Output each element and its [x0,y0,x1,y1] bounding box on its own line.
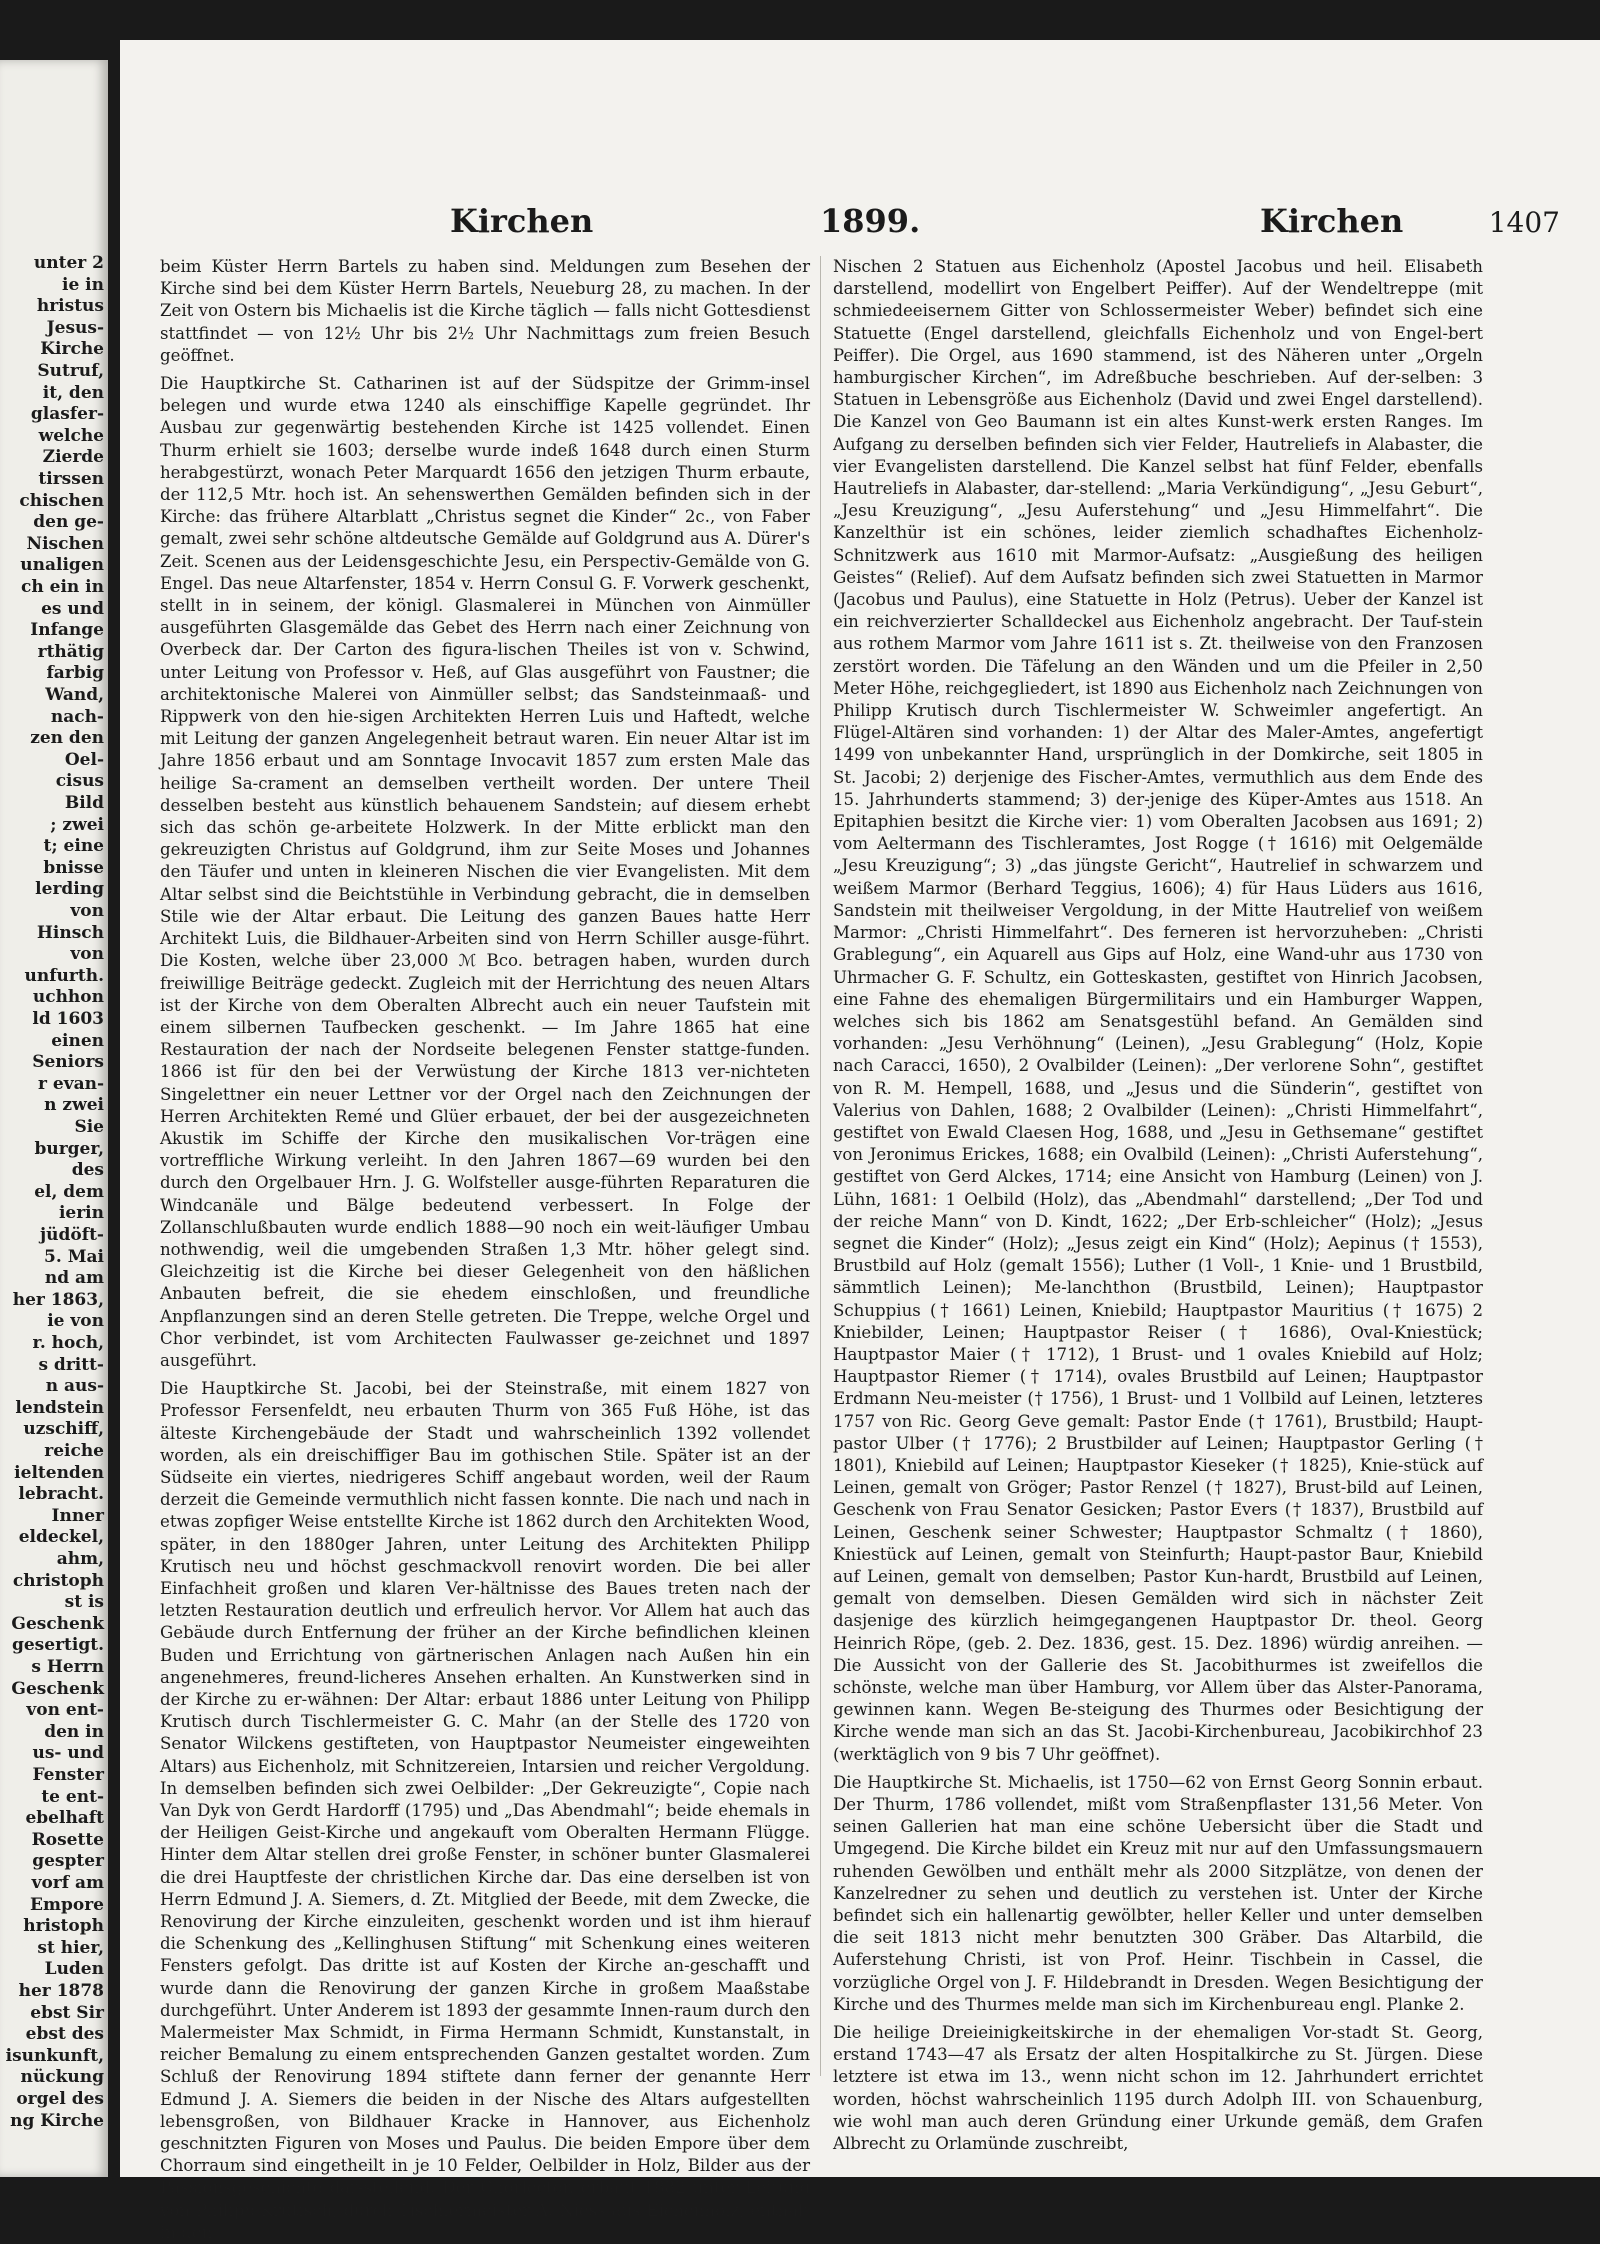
paragraph-st-catharinen: Die Hauptkirche St. Catharinen ist auf der Südspitze der Grimm-insel belegen und wurde etwa 1240 als einschiffige Kapelle gegründet. Ihr Ausbau zur gegenwärtig bestehenden Kirche ist 1425 vollendet. Einen Thurm erhielt sie 1603; derselbe wurde indeß 1648 durch einen Sturm herabgestürzt, wonach Peter Marquardt 1656 den jetzigen Thurm erbaute, der 112,5 Mtr. hoch ist. An sehenswerthen Gemälden befinden sich in der Kirche: das frühere Altarblatt „Christus segnet die Kinder“ 2c., von Faber gemalt, zwei sehr schöne altdeutsche Gemälde auf Goldgrund aus A. Dürer's Zeit. Scenen aus der Leidensgeschichte Jesu, ein Perspectiv-Gemälde von G. Engel. Das neue Altarfenster, 1854 v. Herrn Consul G. F. Vorwerk geschenkt, stellt in in seinem, der königl. Glasmalerei in München von Ainmüller ausgeführten Glasgemälde das Gebet des Herrn nach einer Zeichnung von Overbeck dar. Der Carton des figura-lischen Theiles ist von v. Schwind, unter Leitung von Professor v. Heß, auf Glas ausgeführt von Faustner; die architektonische Malerei von Ainmüller selbst; das Sandsteinmaaß- und Rippwerk von den hie-sigen Architekten Herren Luis und Haftedt, welche mit Leitung der ganzen Angelegenheit betraut waren. Ein neuer Altar ist im Jahre 1856 erbaut und am Sonntage Invocavit 1857 zum ersten Male das heilige Sa-crament an demselben vertheilt worden. Der untere Theil desselben besteht aus künstlich behauenem Sandstein; auf diesem erhebt sich das schön ge-arbeitete Holzwerk. In der Mitte erblickt man den gekreuzigten Christus auf Goldgrund, ihm zur Seite Moses und Johannes den Täufer und unten in kleineren Nischen die vier Evangelisten. Mit dem Altar selbst sind die Beichtstühle in Verbindung gebracht, die in demselben Stile wie der Altar erbaut. Die Leitung des ganzen Baues hatte Herr Architekt Luis, die Bildhauer-Arbeiten sind von Herrn Schiller ausge-führt. Die Kosten, welche über 23,000 ℳ Bco. betragen haben, wurden durch freiwillige Beiträge gedeckt. Zugleich mit der Herrichtung des neuen Altars ist der Kirche von dem Oberalten Albrecht auch ein neuer Taufstein mit einem silbernen Taufbecken geschenkt. — Im Jahre 1865 hat eine Restauration der nach der Nordseite belegenen Fenster stattge-funden. 1866 ist für den bei der Verwüstung der Kirche 1813 ver-nichteten Singelettner ein neuer Lettner vor der Orgel nach den Zeichnungen der Herren Architekten Remé und Glüer erbauet, der bei der ausgezeichneten Akustik im Schiffe der Kirche den musikalischen Vor-trägen eine vortreffliche Wirkung verleiht. In den Jahren 1867—69 wurden bei den durch den Orgelbauer Hrn. J. G. Wolfsteller ausge-führten Reparaturen die Windcanäle und Bälge bedeutend verbessert. In Folge der Zollanschlußbauten wurde endlich 1888—90 noch ein weit-läufiger Umbau nothwendig, weil die umgebenden Straßen 1,3 Mtr. höher gelegt sind. Gleichzeitig ist die Kirche bei dieser Gelegenheit von den häßlichen Anbauten befreit, die sie ehedem einschloßen, und freundliche Anpflanzungen sind an deren Stelle getreten. Die Treppe, welche Orgel und Chor verbindet, ist vom Architecten Faulwasser ge-zeichnet und 1897 ausgeführt. [160,374,810,1370]
left-margin-fragment: Nischen [26,533,104,554]
left-margin-fragment: unaligen [20,555,104,576]
left-margin-fragment: her 1878 [18,1981,104,2001]
left-margin-fragment: ebelhaft [25,1808,104,1829]
header-year: 1899. [820,202,921,240]
page-header [180,202,1560,242]
left-margin-fragment: Seniors [32,1052,104,1073]
left-margin-fragment: hristus [36,296,104,317]
left-margin-fragment: eldeckel, [18,1527,104,1548]
left-margin-fragment: nach- [50,706,104,727]
left-margin-fragment: ahm, [56,1549,104,1569]
paragraph-st-michaelis: Die Hauptkirche St. Michaelis, ist 1750—62 von Ernst Georg Sonnin erbaut. Der Thurm, 1786 vollendet, mißt vom Straßenpflaster 131,56 Meter. Von seinen Gallerien hat man eine schöne Uebersicht über die Stadt und Umgegend. Die Kirche bildet ein Kreuz mit nur auf den Umfassungsmauern ruhenden Gewölben und enthält mehr als 2000 Sitzplätze, von denen der Kanzelredner zu sehen und deutlich zu verstehen ist. Unter der Kirche befindet sich ein hallenartig gewölbter, heller Keller und unter demselben die seit 1813 nicht mehr benutzten 300 Gräber. Das Altarbild, die Auferstehung Christi, ist von Prof. Heinr. Tischbein in Cassel, die vorzügliche Orgel von J. F. Hildebrandt in Dresden. Wegen Besichtigung der Kirche und des Thurmes melde man sich im Kirchenbureau engl. Planke 2. [833,1772,1483,2014]
left-margin-fragment: christoph [12,1570,104,1591]
left-margin-fragment: ebst Sir [30,2002,104,2023]
left-margin-fragment: uchhon [32,987,104,1008]
left-margin-fragment: jüdöft- [40,1225,104,1245]
left-margin-fragment: lerding [35,879,104,900]
left-margin-fragment: Infange [30,620,104,641]
left-margin-fragment: ebst des [25,2024,104,2045]
left-margin-fragment: des [71,1160,104,1181]
column-right [833,256,1483,2154]
left-margin-fragment: bnisse [43,857,104,878]
left-margin-fragment: Fenster [32,1765,104,1785]
left-margin-fragment: von ent- [26,1700,104,1721]
column-left [160,256,810,2242]
left-page-edge [0,60,108,2177]
left-margin-fragment: Bild [64,793,104,813]
left-margin-fragment: zen den [30,728,104,749]
left-margin-fragment: tirssen [38,469,104,489]
left-margin-fragment: von [70,901,104,921]
left-margin-fragment: Hinsch [36,922,104,943]
left-margin-fragment: ie in [61,274,104,295]
left-margin-fragment: ieltenden [14,1462,104,1483]
left-margin-fragment: gespter [32,1851,104,1872]
left-margin-fragment: glasfer- [30,404,104,425]
left-margin-fragment: r. hoch, [32,1333,104,1353]
left-margin-fragment: hristoph [23,1916,104,1937]
header-right-title: Kirchen [1260,202,1404,240]
left-margin-fragment: isunkunft, [5,2045,104,2066]
left-margin-fragment: einen [51,1030,104,1051]
left-margin-fragment: farbig [46,663,104,684]
paragraph-st-jacobi: Die Hauptkirche St. Jacobi, bei der Steinstraße, mit einem 1827 von Professor Fersenfeldt, neu erbauten Thurm von 365 Fuß Höhe, ist das älteste Kirchengebäude der Stadt und wahrscheinlich 1392 vollendet worden, als ein dreischiffiger Bau im gothischen Stile. Später ist an der Südseite ein viertes, niedrigeres Schiff angebaut worden, weil der Raum derzeit die Gemeinde vermuthlich nicht fassen konnte. Die nach und nach in etwas zopfiger Weise entstellte Kirche ist 1862 durch den Architekten Wood, später, in den 1880ger Jahren, unter Leitung des Architekten Philipp Krutisch neu und höchst geschmackvoll renovirt worden. Die bei aller Einfachheit großen und klaren Ver-hältnisse des Baues treten nach der letzten Restauration deutlich und erfreulich hervor. Vor Allem hat auch das Gebäude durch Entfernung der früher an der Kirche befindlichen kleinen Buden und Errichtung von gärtnerischen Anlagen nach Außen hin ein angenehmeres, freund-licheres Ansehen erhalten. An Kunstwerken sind in der Kirche zu er-wähnen: Der Altar: erbaut 1886 unter Leitung von Philipp Krutisch durch Tischlermeister G. C. Mahr (an der Stelle des 1720 von Senator Wilckens gestifteten, von Hauptpastor Neumeister eingeweihten Altars) aus Eichenholz, mit Schnitzereien, Intarsien und reicher Vergoldung. In demselben befinden sich zwei Oelbilder: „Der Gekreuzigte“, Copie nach Van Dyk von Gerdt Hardorff (1795) und „Das Abendmahl“; beide ehemals in der Heiligen Geist-Kirche und angekauft vom Oberalten Hermann Flügge. Hinter dem Altar stellen drei große Fenster, in schöner bunter Glasmalerei die drei Hauptfeste der christlichen Kirche dar. Das eine derselben ist von Herrn Edmund J. A. Siemers, d. Zt. Mitglied der Beede, mit dem Zwecke, die Renovirung der Kirche einzuleiten, geschenkt worden und ist ihm hierauf die Schenkung des „Kellinghusen Stiftung“ mit Schenkung eines weiteren Fensters gefolgt. Das dritte ist auf Kosten der Kirche an-geschafft und wurde dann die Renovirung der ganzen Kirche in großem Maaßstabe durchgeführt. Unter Anderem ist 1893 der gesammte Innen-raum durch den Malermeister Max Schmidt, in Firma Hermann Schmidt, Kunstanstalt, in reicher Bemalung zu einem entsprechenden Ganzen gestaltet worden. Zum Schluß der Renovirung 1894 stiftete dann ferner der genannte Herr Edmund J. A. Siemers die beiden in der Nische des Altars aufgestellten lebensgroßen, von Bildhauer Kracke in Hannover, aus Eichenholz geschnitzten Figuren von Moses und Paulus. Die beiden Empore über dem Chorraum sind eingetheilt in je 10 Felder, Oelbilder in Holz, Bilder aus der Passionsgeschichte dar-stellend. Der Chorlector, erbaut 1882 unter Leitung von Philipp Krutisch, durch Tischlermeister A. Niess aus Eichenholz, enthält in den [160,1379,810,2242]
left-margin-fragment: it, den [42,382,104,403]
left-margin-fragment: es und [41,598,104,619]
left-margin-fragment: nückung [20,2067,104,2088]
left-margin-fragment: vorf am [31,1873,104,1893]
left-margin-fragment: rthätig [37,641,104,662]
left-margin-fragment: burger, [34,1138,104,1159]
left-margin-fragment: Inner [51,1505,104,1526]
left-margin-fragment: Rosette [31,1829,104,1850]
paragraph-dreieinigkeit: Die heilige Dreieinigkeitskirche in der ehemaligen Vor-stadt St. Georg, erstand 1743—47 als Ersatz der alten Hospitalkirche zu St. Jürgen. Diese letztere ist etwa im 13., wenn nicht schon im 12. Jahrhundert errichtet worden, höchst wahrscheinlich 1195 durch Adolph III. von Schauenburg, wie wohl man auch deren Gründung einer Urkunde gemäß, dem Grafen Albrecht zu Orlamünde zuschreibt, [833,2023,1483,2154]
left-margin-fragment: welche [38,425,104,446]
left-margin-fragment: Luden [44,1959,104,1980]
left-margin-fragment: cisus [55,771,104,792]
left-margin-fragment: ie von [47,1311,104,1332]
left-margin-fragment: Sutruf, [37,361,104,381]
left-margin-fragment: Kirche [40,339,104,360]
column-divider [820,256,821,2076]
left-margin-fragment: uzschiff, [23,1419,104,1440]
left-margin-fragment: ng Kirche [10,2110,104,2131]
left-margin-fragment: Wand, [45,685,104,705]
left-margin-fragment: Jesus- [46,317,104,338]
left-margin-fragment: den in [44,1721,104,1742]
left-margin-fragment: r evan- [38,1073,104,1094]
left-margin-fragment: n aus- [45,1376,104,1397]
left-margin-fragment: unfurth. [24,965,104,986]
left-margin-fragment: n zwei [44,1095,104,1116]
paragraph-intro: beim Küster Herrn Bartels zu haben sind. Meldungen zum Besehen der Kirche sind bei dem Küster Herrn Bartels, Neueburg 28, zu machen. In der Zeit von Ostern bis Michaelis ist die Kirche täglich — falls nicht Gottesdienst stattfindet — von 12½ Uhr bis 2½ Uhr Nachmittags zum freien Besuch geöffnet. [160,257,810,365]
left-margin-fragment: ierin [58,1203,104,1224]
left-margin-fragment: Geschenk [11,1613,104,1634]
left-margin-fragment: reiche [44,1441,104,1461]
left-margin-fragment: st hier, [37,1937,104,1958]
left-margin-fragment: Geschenk [11,1678,104,1699]
left-margin-fragment: ld 1603 [32,1009,104,1029]
left-margin-fragment: el, dem [34,1181,104,1202]
left-margin-fragment: chischen [19,490,104,511]
left-margin-fragment: unter 2 [33,253,104,273]
left-margin-fragment: lendstein [15,1397,104,1418]
left-margin-fragment: 5. Mai [44,1246,104,1267]
left-margin-fragment: st is [64,1592,104,1613]
left-margin-fragment: den ge- [33,512,104,533]
left-margin-fragment: ; zwei [50,814,104,835]
left-margin-fragment: lebracht. [18,1484,104,1505]
left-margin-fragment: ch ein in [21,577,104,597]
left-margin-fragment: her 1863, [12,1289,104,1310]
left-margin-fragment: Zierde [42,447,104,468]
left-margin-fragment: Oel- [64,749,104,770]
left-margin-fragment: nd am [44,1268,104,1289]
left-margin-fragment: Sie [74,1117,104,1137]
left-margin-fragment: s dritt- [38,1354,104,1375]
left-margin-fragment: von [70,944,104,965]
left-margin-fragment: s Herrn [31,1657,104,1677]
left-margin-fragment: orgel des [16,2089,104,2109]
left-margin-fragment: gesertigt. [11,1635,104,1656]
left-margin-fragment: te ent- [41,1786,104,1807]
left-margin-fragment: us- und [32,1743,104,1764]
document-page [120,40,1600,2242]
left-margin-fragment: t; eine [43,836,104,857]
paragraph-jacobi-continued: Nischen 2 Statuen aus Eichenholz (Apostel Jacobus und heil. Elisabeth darstellend, modellirt von Engelbert Peiffer). Auf der Wendeltreppe (mit schmiedeeisernem Gitter von Schlossermeister Weber) befindet sich eine Statuette (Engel darstellend, gleichfalls Eichenholz und von Engel-bert Peiffer). Die Orgel, aus 1690 stammend, ist des Näheren unter „Orgeln hamburgischer Kirchen“, im Adreßbuche beschrieben. Auf der-selben: 3 Statuen in Lebensgröße aus Eichenholz (David und zwei Engel darstellend). Die Kanzel von Geo Baumann ist ein altes Kunst-werk ersten Ranges. Im Aufgang zu derselben befinden sich vier Felder, Hautreliefs in Alabaster, die vier Evangelisten darstellend. Die Kanzel selbst hat fünf Felder, ebenfalls Hautreliefs in Alabaster, dar-stellend: „Maria Verkündigung“, „Jesu Geburt“, „Jesu Kreuzigung“, „Jesu Auferstehung“ und „Jesu Himmelfahrt“. Die Kanzelthür ist ein schönes, leider ziemlich schadhaftes Eichenholz-Schnitzwerk aus 1610 mit Marmor-Aufsatz: „Ausgießung des heiligen Geistes“ (Relief). Auf dem Aufsatz befinden sich zwei Statuetten in Marmor (Jacobus und Paulus), eine Statuette in Holz (Petrus). Ueber der Kanzel ist ein reichverzierter Schalldeckel aus Eichenholz angebracht. Der Tauf-stein aus rothem Marmor vom Jahre 1611 ist s. Zt. theilweise von den Franzosen zerstört worden. Die Täfelung an den Wänden und um die Pfeiler in 2,50 Meter Höhe, reichgegliedert, ist 1890 aus Eichenholz nach Zeichnungen von Philipp Krutisch durch Tischlermeister W. Schweimler angefertigt. An Flügel-Altären sind vorhanden: 1) der Altar des Maler-Amtes, angefertigt 1499 von unbekannter Hand, ursprünglich in der Domkirche, seit 1805 in St. Jacobi; 2) derjenige des Fischer-Amtes, vermuthlich aus dem Ende des 15. Jahrhunderts stammend; 3) der-jenige des Küper-Amtes aus 1518. An Epitaphien besitzt die Kirche vier: 1) vom Oberalten Jacobsen aus 1691; 2) vom Aeltermann des Tischleramtes, Jost Rogge († 1616) mit Oelgemälde „Jesu Kreuzigung“; 3) „das jüngste Gericht“, Hautrelief in schwarzem und weißem Marmor (Berhard Teggius, 1606); 4) für Haus Lüders aus 1616, Sandstein mit theilweiser Vergoldung, in der Mitte Hautrelief von weißem Marmor: „Christi Himmelfahrt“. Des ferneren ist hervorzuheben: „Christi Grablegung“, ein Aquarell aus Gips auf Holz, eine Wand-uhr aus 1730 von Uhrmacher G. F. Schultz, ein Gotteskasten, gestiftet von Hinrich Jacobsen, eine Fahne des ehemaligen Bürgermilitairs und ein Hamburger Wappen, welches sich bis 1862 am Senatsgestühl befand. An Gemälden sind vorhanden: „Jesu Verhöhnung“ (Leinen), „Jesu Grablegung“ (Holz, Kopie nach Caracci, 1650), 2 Ovalbilder (Leinen): „Der verlorene Sohn“, gestiftet von R. M. Hempell, 1688, und „Jesus und die Sünderin“, gestiftet von Valerius von Dahlen, 1688; 2 Ovalbilder (Leinen): „Christi Himmelfahrt“, gestiftet von Ewald Claesen Hog, 1688, und „Jesu in Gethsemane“ gestiftet von Jeronimus Erickes, 1688; ein Ovalbild (Leinen): „Christi Auferstehung“, gestiftet von Gerd Alckes, 1714; eine Ansicht von Hamburg (Leinen) von J. Lühn, 1681: 1 Oelbild (Holz), das „Abendmahl“ darstellend; „Der Tod und der reiche Mann“ von D. Kindt, 1622; „Der Erb-schleicher“ (Holz); „Jesus segnet die Kinder“ (Holz); „Jesus zeigt ein Kind“ (Holz); Aepinus († 1553), Brustbild auf Holz (gemalt 1556); Luther (1 Voll-, 1 Knie- und 1 Brustbild, sämmtlich Leinen); Me-lanchthon (Brustbild, Leinen); Hauptpastor Schuppius († 1661) Leinen, Kniebild; Hauptpastor Mauritius († 1675) 2 Kniebilder, Leinen; Hauptpastor Reiser († 1686), Oval-Kniestück; Hauptpastor Maier († 1712), 1 Brust- und 1 ovales Kniebild auf Holz; Hauptpastor Riemer († 1714), ovales Brustbild auf Leinen; Hauptpastor Erdmann Neu-meister († 1756), 1 Brust- und 1 Vollbild auf Leinen, letzteres 1757 von Ric. Georg Geve gemalt: Pastor Ende († 1761), Brustbild; Haupt-pastor Ulber († 1776); 2 Brustbilder auf Leinen; Hauptpastor Gerling († 1801), Kniebild auf Leinen; Hauptpastor Kieseker († 1825), Knie-stück auf Leinen, gemalt von Gröger; Pastor Renzel († 1827), Brust-bild auf Leinen, Geschenk von Frau Senator Gesicken; Pastor Evers († 1837), Brustbild auf Leinen, Geschenk seiner Schwester; Hauptpastor Schmaltz († 1860), Kniestück auf Leinen, gemalt von Steinfurth; Haupt-pastor Baur, Kniebild auf Leinen, gemalt von demselben; Pastor Kun-hardt, Brustbild auf Leinen, gemalt von demselben. Diesen Gemälden wird sich in nächster Zeit dasjenige des kürzlich heimgegangenen Hauptpastor Dr. theol. Georg Heinrich Röpe, (geb. 2. Dez. 1836, gest. 15. Dez. 1896) würdig anreihen. — Die Aussicht von der Gallerie des St. Jacobithurmes ist zweifellos die schönste, welche man über Hamburg, vor Allem über das Alster-Panorama, gewinnen kann. Wegen Be-steigung des Thurmes oder Besichtigung der Kirche wende man sich an das St. Jacobi-Kirchenbureau, Jacobikirchhof 23 (werktäglich von 9 bis 7 Uhr geöffnet). [833,257,1483,1764]
left-margin-fragment: Empore [30,1894,104,1915]
page-number: 1407 [1488,206,1560,239]
header-left-title: Kirchen [450,202,594,240]
